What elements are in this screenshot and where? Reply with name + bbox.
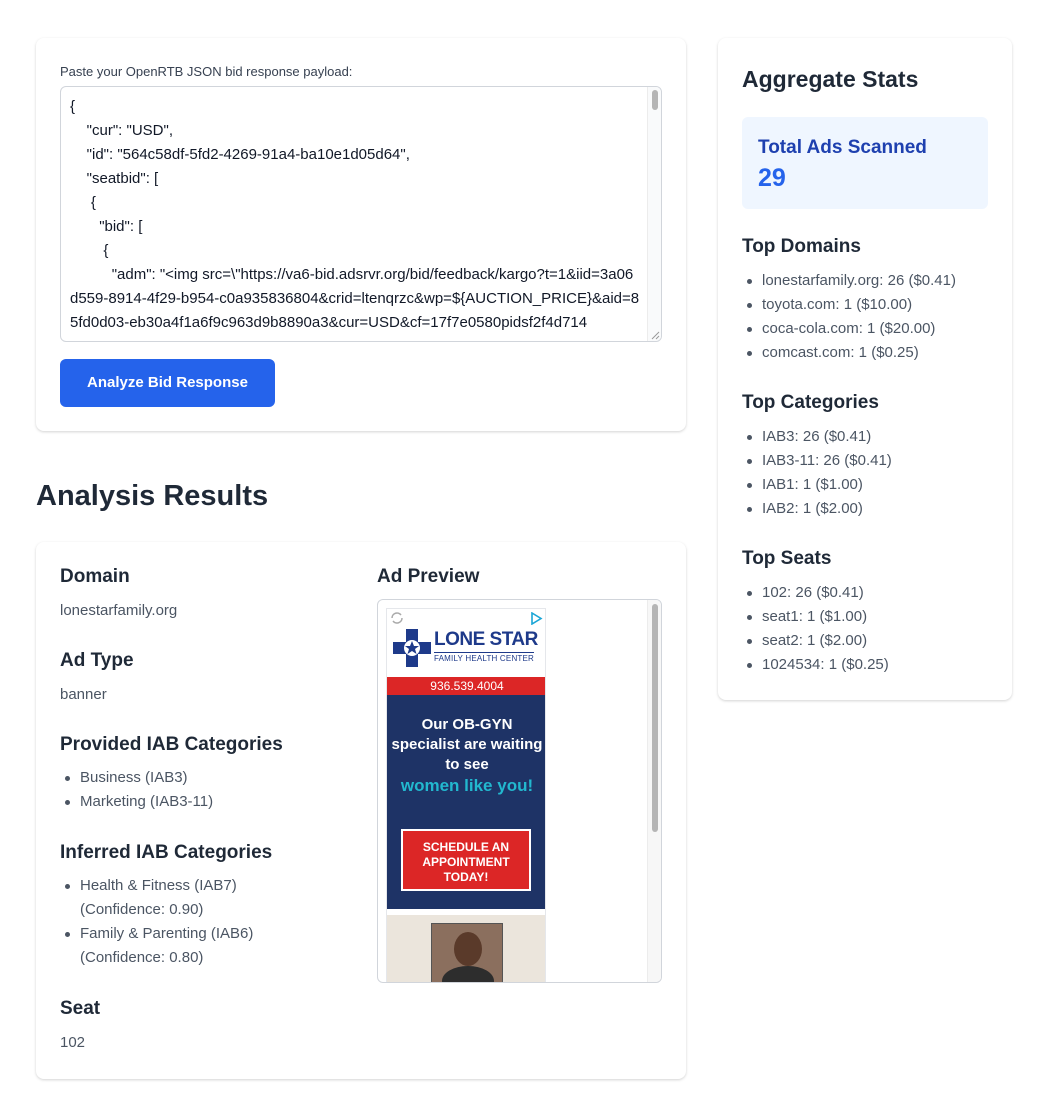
list-item: Marketing (IAB3-11) — [60, 790, 213, 814]
list-item — [60, 922, 253, 970]
total-ads-value: 29 — [758, 164, 786, 192]
inferred-categories-list — [60, 874, 253, 970]
ad-logo-subtitle: FAMILY HEALTH CENTER — [434, 654, 535, 663]
domain-label: Domain — [60, 566, 130, 587]
list-item: comcast.com: 1 ($0.25) — [742, 341, 956, 365]
list-item: coca-cola.com: 1 ($20.00) — [742, 317, 956, 341]
payload-textarea-content[interactable]: { "cur": "USD", "id": "564c58df-5fd2-4269-91a4-ba10e1d05d64", "seatbid": [ { "bid": [ { "adm": "<img src=\"https://va6-bid.adsrvr.org/bid/feedback/kargo?t=1&iid=3a06d559-8914-4f29-b954-c0a935836804&crid=ltenqrzc&wp=${AUCTION_PRICE}&aid=85fd0d03-eb30a4f1a6f9c963d9b8890a3&cur=USD&cf=17f7e0580pidsf2f4d714 — [70, 98, 640, 331]
list-item: toyota.com: 1 ($10.00) — [742, 293, 956, 317]
photo-body — [442, 966, 494, 983]
list-item: IAB1: 1 ($1.00) — [742, 473, 892, 497]
ad-creative[interactable] — [386, 608, 546, 983]
top-seats-label: Top Seats — [742, 548, 832, 569]
input-card — [36, 38, 686, 431]
top-domains-list — [742, 269, 956, 365]
photo-head — [454, 932, 482, 966]
textarea-scrollbar[interactable] — [647, 87, 661, 341]
list-item: IAB3-11: 26 ($0.41) — [742, 449, 892, 473]
top-categories-label: Top Categories — [742, 392, 879, 413]
results-card — [36, 542, 686, 1079]
list-item: IAB2: 1 ($2.00) — [742, 497, 892, 521]
textarea-scrollbar-thumb[interactable] — [652, 90, 658, 110]
ad-cta-button[interactable]: SCHEDULE AN APPOINTMENT TODAY! — [401, 829, 531, 891]
ad-photo-panel — [387, 915, 546, 983]
ad-message-accent: women like you! — [400, 776, 534, 795]
list-item: Business (IAB3) — [60, 766, 213, 790]
ad-header — [387, 609, 546, 677]
list-item: 1024534: 1 ($0.25) — [742, 653, 889, 677]
list-item — [60, 874, 253, 922]
ad-preview-scrollbar[interactable] — [647, 600, 661, 982]
adchoices-icon[interactable] — [530, 612, 543, 625]
list-item: lonestarfamily.org: 26 ($0.41) — [742, 269, 956, 293]
ad-preview-scrollbar-thumb[interactable] — [652, 604, 658, 832]
top-domains-label: Top Domains — [742, 236, 861, 257]
category-confidence: (Confidence: 0.80) — [80, 949, 204, 966]
stats-title: Aggregate Stats — [742, 66, 919, 92]
list-item: 102: 26 ($0.41) — [742, 581, 889, 605]
ad-preview-frame[interactable] — [377, 599, 662, 983]
top-seats-list — [742, 581, 889, 677]
ad-phone: 936.539.4004 — [387, 677, 546, 695]
top-categories-list — [742, 425, 892, 521]
total-ads-box — [742, 117, 988, 209]
analyze-button[interactable]: Analyze Bid Response — [60, 359, 275, 407]
category-name: Family & Parenting (IAB6) — [80, 925, 254, 942]
seat-value: 102 — [60, 1034, 86, 1051]
ad-message-panel — [387, 695, 546, 909]
provided-categories-label: Provided IAB Categories — [60, 734, 283, 755]
list-item: seat2: 1 ($2.00) — [742, 629, 889, 653]
doctor-photo — [431, 923, 503, 983]
payload-label: Paste your OpenRTB JSON bid response payload: — [60, 64, 353, 79]
list-item: seat1: 1 ($1.00) — [742, 605, 889, 629]
refresh-icon — [389, 611, 405, 625]
ad-message: Our OB-GYN specialist are waiting to see — [391, 716, 543, 773]
adtype-label: Ad Type — [60, 650, 134, 671]
payload-textarea[interactable] — [60, 86, 662, 342]
category-confidence: (Confidence: 0.90) — [80, 901, 204, 918]
results-heading: Analysis Results — [36, 480, 269, 512]
ad-logo-text: LONE STAR — [434, 629, 538, 650]
provided-categories-list — [60, 766, 213, 814]
seat-label: Seat — [60, 998, 101, 1019]
cross-logo-icon — [393, 629, 431, 667]
domain-value: lonestarfamily.org — [60, 602, 178, 619]
resize-grip-icon[interactable] — [650, 330, 660, 340]
category-name: Health & Fitness (IAB7) — [80, 877, 237, 894]
total-ads-label: Total Ads Scanned — [758, 137, 927, 158]
stats-card — [718, 38, 1012, 700]
adtype-value: banner — [60, 686, 107, 703]
ad-preview-label: Ad Preview — [377, 566, 480, 587]
list-item: IAB3: 26 ($0.41) — [742, 425, 892, 449]
inferred-categories-label: Inferred IAB Categories — [60, 842, 273, 863]
